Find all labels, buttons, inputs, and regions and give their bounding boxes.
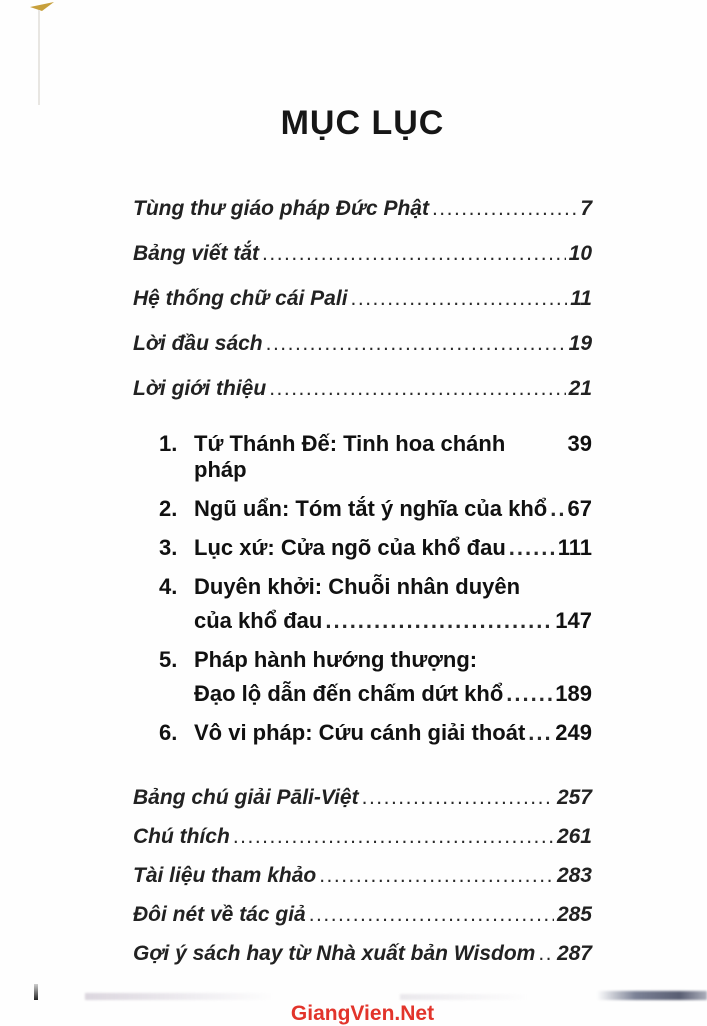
chapter-title: Lục xứ: Cửa ngõ của khổ đau — [194, 535, 506, 560]
toc-entry-page: 283 — [556, 864, 592, 887]
chapter-entry — [159, 535, 592, 561]
chapter-page: 67 — [567, 496, 592, 521]
chapter-title-line2: của khổ đau — [194, 608, 323, 633]
dot-leader — [269, 377, 565, 401]
dot-leader — [262, 242, 566, 266]
dot-leader — [325, 608, 552, 634]
toc-entry-label: Hệ thống chữ cái Pali — [133, 287, 348, 310]
dot-leader — [550, 496, 564, 522]
page-bottom-mark — [34, 984, 38, 1000]
toc-entry-label: Tùng thư giáo pháp Đức Phật — [133, 197, 429, 220]
toc-entry-page: 257 — [556, 786, 592, 809]
dot-leader — [309, 903, 554, 927]
toc-entry-page: 285 — [556, 903, 592, 926]
dot-leader — [351, 287, 568, 311]
chapter-number: 1. — [159, 431, 178, 456]
toc-entry — [133, 242, 592, 266]
toc-entry-label: Chú thích — [133, 825, 230, 848]
chapter-page: 249 — [555, 720, 592, 745]
chapter-page: 189 — [555, 681, 592, 706]
toc-entry-page: 21 — [568, 377, 592, 400]
back-matter-list — [133, 786, 592, 966]
chapter-page: 39 — [567, 431, 592, 456]
page-corner-fold-mark — [30, 2, 54, 11]
toc-entry — [133, 377, 592, 401]
dot-leader — [319, 864, 554, 888]
toc-entry — [133, 903, 592, 927]
chapter-title: Vô vi pháp: Cứu cánh giải thoát — [194, 720, 526, 745]
toc-entry-page: 261 — [556, 825, 592, 848]
dot-leader — [506, 681, 552, 707]
chapter-number: 3. — [159, 535, 178, 560]
dot-leader — [538, 942, 554, 966]
dot-leader — [362, 786, 554, 810]
dot-leader — [233, 825, 554, 849]
chapter-entry — [159, 720, 592, 746]
toc-entry-label: Lời giới thiệu — [133, 377, 267, 400]
toc-entry-page: 11 — [570, 287, 592, 310]
chapter-title: Pháp hành hướng thượng: — [194, 647, 478, 672]
chapter-page: 111 — [557, 535, 592, 560]
toc-entry — [133, 287, 592, 311]
page-edge-line — [38, 10, 40, 105]
dot-leader — [266, 332, 566, 356]
dot-leader — [509, 535, 555, 561]
chapter-title: Tứ Thánh Đế: Tinh hoa chánh pháp — [194, 431, 506, 482]
chapter-title-line2: Đạo lộ dẫn đến chấm dứt khổ — [194, 681, 504, 706]
chapter-number: 4. — [159, 574, 178, 599]
page-title: MỤC LỤC — [280, 104, 445, 142]
chapter-entry — [159, 574, 592, 634]
toc-entry — [133, 942, 592, 966]
toc-entry-label: Gợi ý sách hay từ Nhà xuất bản Wisdom — [133, 942, 536, 965]
toc-entry-label: Tài liệu tham khảo — [133, 864, 317, 887]
dot-leader — [432, 197, 577, 221]
toc-entry-label: Lời đầu sách — [133, 332, 263, 355]
page-bottom-smudge-right — [597, 991, 707, 1000]
watermark-text: GiangVien.Net — [290, 1002, 435, 1025]
toc-entry-label: Bảng viết tắt — [133, 242, 260, 265]
chapter-page: 147 — [555, 608, 592, 633]
chapter-number: 6. — [159, 720, 178, 745]
chapter-entry — [159, 496, 592, 522]
chapter-entry — [159, 431, 592, 483]
toc-page — [133, 0, 592, 1026]
chapter-title: Duyên khởi: Chuỗi nhân duyên — [194, 574, 521, 599]
toc-entry-label: Đôi nét về tác giả — [133, 903, 306, 926]
toc-entry-page: 287 — [556, 942, 592, 965]
toc-entry-label: Bảng chú giải Pāli-Việt — [133, 786, 359, 809]
toc-entry — [133, 864, 592, 888]
toc-entry-page: 10 — [568, 242, 592, 265]
front-matter-list — [133, 197, 592, 401]
toc-entry — [133, 786, 592, 810]
toc-entry-page: 7 — [580, 197, 592, 220]
chapter-title: Ngũ uẩn: Tóm tắt ý nghĩa của khổ — [194, 496, 548, 521]
chapter-number: 2. — [159, 496, 178, 521]
chapter-list — [133, 431, 592, 746]
toc-entry — [133, 332, 592, 356]
toc-entry — [133, 197, 592, 221]
toc-entry-page: 19 — [568, 332, 592, 355]
toc-entry — [133, 825, 592, 849]
chapter-entry — [159, 647, 592, 707]
dot-leader — [528, 720, 552, 746]
chapter-number: 5. — [159, 647, 178, 672]
